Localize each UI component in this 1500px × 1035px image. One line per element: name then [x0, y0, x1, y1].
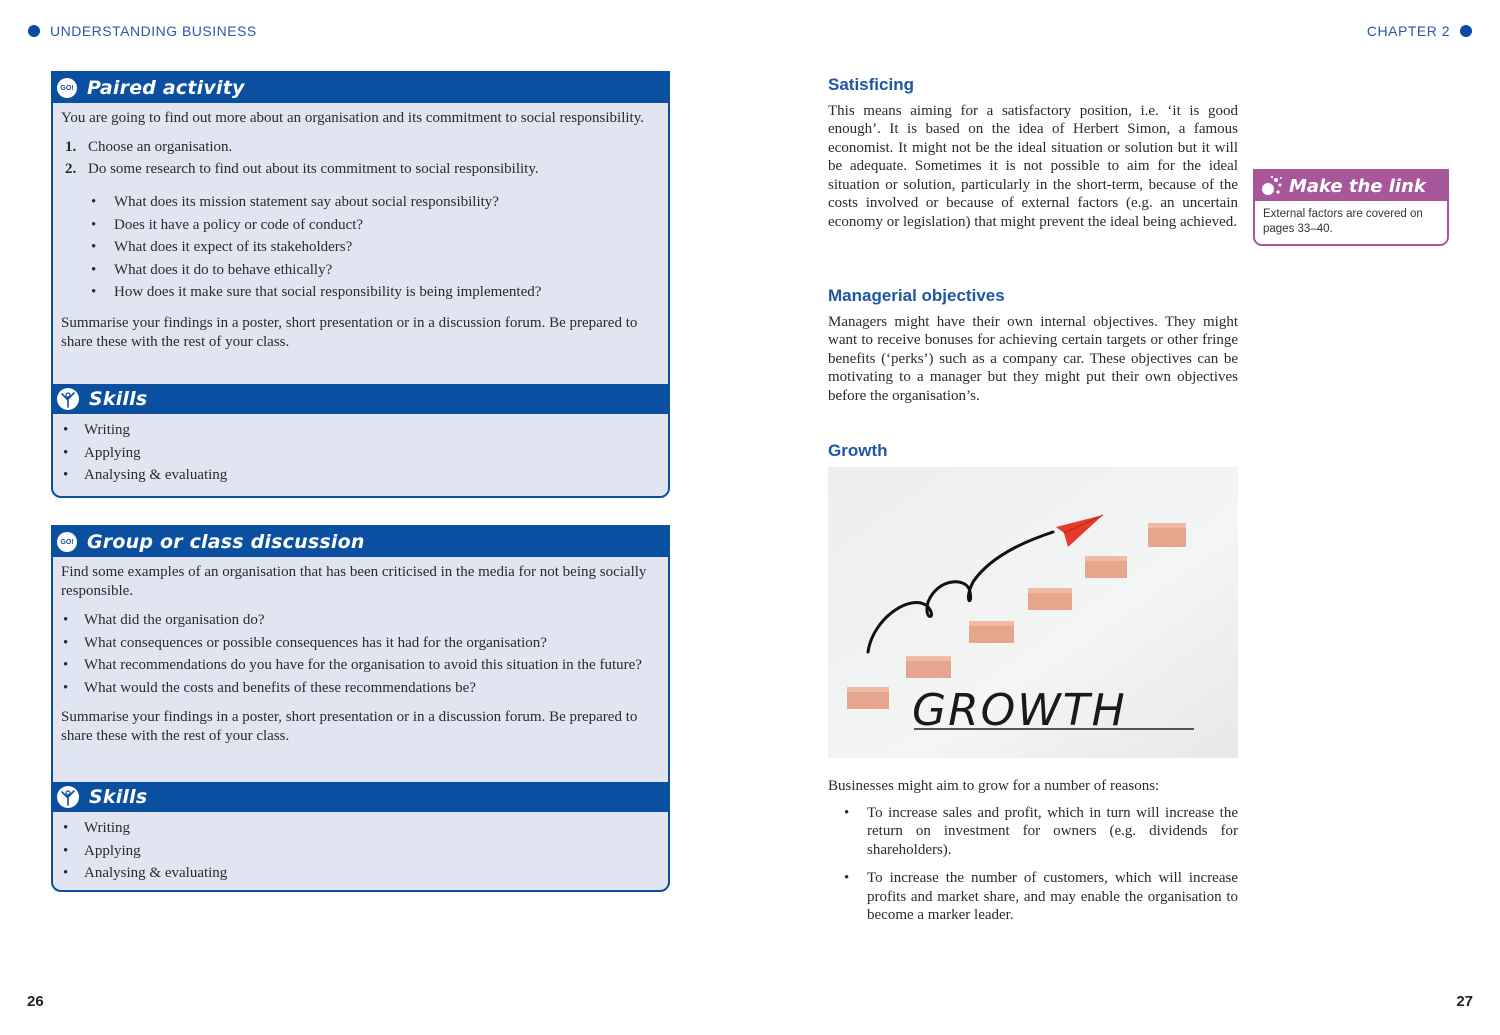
- page-number-right: 27: [1456, 993, 1473, 1010]
- growth-reasons: [828, 804, 1238, 925]
- paired-activity-header: [53, 73, 668, 103]
- list-item: • What would the costs and benefits of these recommendations be?: [61, 679, 660, 698]
- list-item: • How does it make sure that social responsibility is being implemented?: [88, 283, 660, 302]
- list-item: • Writing: [61, 421, 227, 440]
- satisficing-section: [828, 76, 1238, 231]
- list-item: • Writing: [61, 819, 227, 838]
- group-discussion-body: [53, 557, 668, 754]
- skills-header: [53, 384, 668, 414]
- managerial-heading: Managerial objectives: [828, 286, 1005, 305]
- group-discussion-box: [51, 525, 670, 892]
- make-the-link-title: Make the link: [1289, 175, 1426, 197]
- list-item: • Does it have a policy or code of conduct?: [88, 216, 660, 235]
- tree-icon: [57, 388, 79, 410]
- paired-activity-intro: You are going to find out more about an organisation and its commitment to social responsibility.: [61, 110, 644, 126]
- group-discussion-title: Group or class discussion: [87, 531, 365, 553]
- chapter-title: CHAPTER 2: [1366, 23, 1450, 39]
- paired-activity-title: Paired activity: [87, 77, 245, 99]
- list-item: • To increase the number of customers, which will increase profits and market share, and may enable the organisation to become a marker leader.: [828, 869, 1238, 925]
- managerial-body: Managers might have their own internal objectives. They might want to receive bonuses for achieving certain targets or other fringe benefits (‘perks’) such as a company car. These objectives can be motivating to a manager but they might put their own objectives before the organisation’s.: [828, 313, 1238, 404]
- running-header-left: [28, 23, 257, 39]
- make-the-link-box: [1253, 169, 1449, 246]
- list-item: • What does it do to behave ethically?: [88, 261, 660, 280]
- list-item: 2. Do some research to find out about its commitment to social responsibility.: [65, 161, 539, 177]
- growth-section: [828, 442, 1238, 468]
- skills-title: Skills: [89, 786, 148, 808]
- make-the-link-header: [1255, 171, 1447, 201]
- skills-title: Skills: [89, 388, 148, 410]
- growth-text: [828, 777, 1238, 935]
- book-title: UNDERSTANDING BUSINESS: [50, 23, 257, 39]
- list-item: • To increase sales and profit, which in turn will increase the return on investment for owners (e.g. dividends for shareholders).: [828, 804, 1238, 860]
- list-item: • Analysing & evaluating: [61, 466, 227, 485]
- skills-header: [53, 782, 668, 812]
- paired-activity-box: [51, 71, 670, 498]
- list-item: 1. Choose an organisation.: [65, 139, 233, 155]
- list-item: • Applying: [61, 842, 227, 861]
- list-item: • What does its mission statement say about social responsibility?: [88, 193, 660, 212]
- list-item: • What did the organisation do?: [61, 611, 660, 630]
- list-item: • What recommendations do you have for the organisation to avoid this situation in the future?: [61, 656, 660, 675]
- satisficing-body: This means aiming for a satisfactory position, i.e. ‘it is good enough’. It is based on the idea of Herbert Simon, a famous economist. It might not be the ideal situation or solution but it will be adequate. Sometimes it is not possible to aim for the ideal situation or solution, particularly in the short-term, because of the costs involved or because of external factors (e.g. an uncertain economy or legislation) that might prevent the ideal being achieved.: [828, 102, 1238, 230]
- tree-icon: [57, 786, 79, 808]
- group-discussion-header: [53, 527, 668, 557]
- group-discussion-intro: Find some examples of an organisation that has been criticised in the media for not being socially responsible.: [61, 564, 647, 599]
- go-icon: GO!: [57, 532, 77, 552]
- growth-photo: [828, 467, 1238, 758]
- go-icon: GO!: [57, 78, 77, 98]
- bullet-dot-icon: [28, 25, 40, 37]
- list-item: • What consequences or possible consequences has it had for the organisation?: [61, 634, 660, 653]
- link-dots-icon: [1259, 174, 1283, 198]
- paired-activity-body: [53, 103, 668, 360]
- satisficing-heading: Satisficing: [828, 75, 914, 94]
- growth-heading: Growth: [828, 441, 888, 460]
- skills-list: [53, 812, 235, 887]
- paired-activity-summary: Summarise your findings in a poster, short presentation or in a discussion forum. Be prepared to share these with the rest of your class.: [61, 315, 638, 350]
- managerial-section: [828, 287, 1238, 405]
- running-header-right: [1367, 23, 1472, 39]
- page-number-left: 26: [27, 993, 44, 1010]
- list-item: • Applying: [61, 444, 227, 463]
- make-the-link-body: External factors are covered on pages 33–40.: [1263, 208, 1423, 235]
- bullet-dot-icon: [1460, 25, 1472, 37]
- list-item: • What does it expect of its stakeholders?: [88, 238, 660, 257]
- paired-activity-questions: [61, 193, 660, 302]
- group-discussion-summary: Summarise your findings in a poster, short presentation or in a discussion forum. Be prepared to share these with the rest of your class.: [61, 708, 638, 744]
- list-item: • Analysing & evaluating: [61, 864, 227, 883]
- growth-handwriting: GROWTH: [912, 685, 1127, 736]
- growth-intro: Businesses might aim to grow for a number of reasons:: [828, 778, 1160, 794]
- group-discussion-questions: [61, 611, 660, 698]
- paired-activity-steps: [61, 138, 660, 179]
- skills-list: [53, 414, 235, 489]
